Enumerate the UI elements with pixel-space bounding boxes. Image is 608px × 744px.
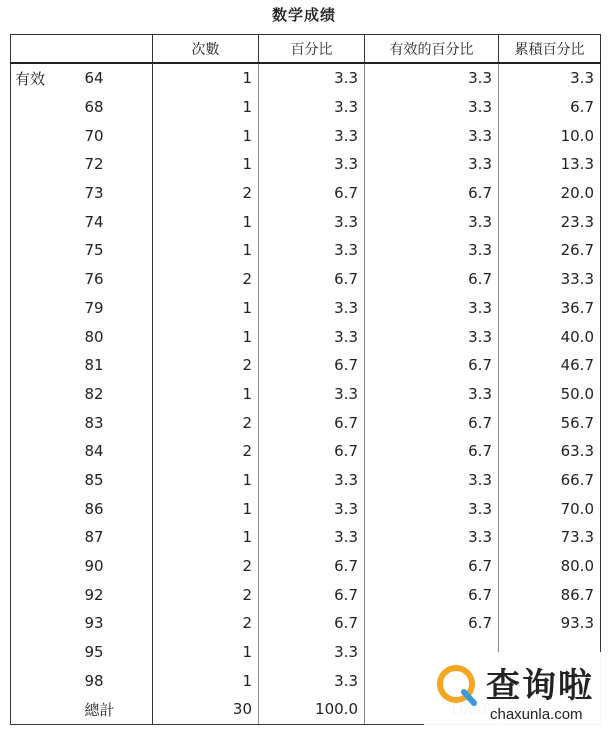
percent-cell: 6.7 (259, 179, 365, 208)
frequency-cell: 1 (153, 93, 259, 122)
score-cell: 81 (84, 356, 104, 375)
valid-percent-cell: 3.3 (365, 294, 499, 323)
cumulative-percent-cell: 66.7 (499, 466, 601, 495)
percent-header: 百分比 (259, 35, 365, 64)
valid-percent-cell: 3.3 (365, 466, 499, 495)
frequency-table (10, 34, 601, 725)
score-cell: 75 (84, 241, 104, 260)
frequency-cell: 2 (153, 437, 259, 466)
score-cell: 98 (84, 671, 104, 690)
valid-percent-header: 有效的百分比 (365, 35, 499, 64)
table-row (11, 552, 601, 581)
frequency-cell: 2 (153, 609, 259, 638)
magnifier-q-icon (434, 662, 480, 708)
valid-percent-cell: 6.7 (365, 609, 499, 638)
total-label: 總計 (81, 695, 153, 724)
valid-percent-cell: 6.7 (365, 265, 499, 294)
cumulative-percent-cell: 20.0 (499, 179, 601, 208)
valid-percent-cell: 6.7 (365, 408, 499, 437)
percent-cell: 3.3 (259, 93, 365, 122)
table-row (11, 380, 601, 409)
table-row (11, 179, 601, 208)
valid-percent-cell: 3.3 (365, 322, 499, 351)
row-group-cell (11, 408, 81, 437)
percent-cell: 3.3 (259, 380, 365, 409)
valid-percent-cell: 3.3 (365, 523, 499, 552)
score-cell: 93 (84, 614, 104, 633)
row-group-cell (11, 466, 81, 495)
cumulative-percent-cell: 70.0 (499, 494, 601, 523)
percent-cell: 6.7 (259, 609, 365, 638)
cumulative-percent-cell: 23.3 (499, 207, 601, 236)
watermark-logo (424, 652, 608, 744)
score-cell: 82 (84, 384, 104, 403)
frequency-cell: 1 (153, 380, 259, 409)
frequency-cell: 2 (153, 265, 259, 294)
header-row (11, 35, 601, 64)
table-row (11, 609, 601, 638)
row-group-cell (11, 179, 81, 208)
watermark-name: 查询啦 (486, 666, 594, 706)
score-cell: 64 (84, 69, 104, 88)
row-group-cell (11, 351, 81, 380)
valid-percent-cell: 3.3 (365, 63, 499, 93)
percent-cell: 3.3 (259, 150, 365, 179)
score-cell: 79 (84, 298, 104, 317)
score-cell: 84 (84, 442, 104, 461)
row-group-cell (11, 666, 81, 695)
cumulative-percent-cell: 46.7 (499, 351, 601, 380)
percent-cell: 6.7 (259, 351, 365, 380)
table-row (11, 494, 601, 523)
valid-percent-cell: 3.3 (365, 380, 499, 409)
table-row (11, 265, 601, 294)
score-cell: 83 (84, 413, 104, 432)
row-group-cell (11, 580, 81, 609)
frequency-header: 次數 (153, 35, 259, 64)
watermark-domain: chaxunla.com (490, 706, 583, 723)
frequency-cell: 1 (153, 322, 259, 351)
frequency-cell: 1 (153, 236, 259, 265)
score-cell: 80 (84, 327, 104, 346)
percent-cell: 3.3 (259, 322, 365, 351)
percent-cell: 3.3 (259, 294, 365, 323)
frequency-cell: 2 (153, 351, 259, 380)
frequency-cell: 1 (153, 466, 259, 495)
cumulative-percent-cell: 86.7 (499, 580, 601, 609)
cumulative-percent-cell: 10.0 (499, 121, 601, 150)
row-group-cell (11, 609, 81, 638)
percent-cell: 6.7 (259, 437, 365, 466)
score-cell: 72 (84, 155, 104, 174)
valid-percent-cell: 3.3 (365, 93, 499, 122)
valid-percent-cell: 3.3 (365, 207, 499, 236)
table-row (11, 121, 601, 150)
cumulative-percent-cell: 26.7 (499, 236, 601, 265)
score-cell: 86 (84, 499, 104, 518)
percent-cell: 6.7 (259, 580, 365, 609)
total-frequency-cell: 30 (153, 695, 259, 724)
percent-cell: 3.3 (259, 666, 365, 695)
valid-percent-cell: 6.7 (365, 351, 499, 380)
row-group-cell (11, 638, 81, 667)
frequency-cell: 2 (153, 408, 259, 437)
row-group-cell (11, 294, 81, 323)
valid-percent-cell: 3.3 (365, 150, 499, 179)
row-group-cell (11, 236, 81, 265)
frequency-cell: 1 (153, 523, 259, 552)
table-row (11, 523, 601, 552)
row-group-cell (11, 695, 81, 724)
table-row (11, 322, 601, 351)
percent-cell: 3.3 (259, 236, 365, 265)
score-cell: 73 (84, 184, 104, 203)
table-row (11, 466, 601, 495)
cumulative-percent-cell: 56.7 (499, 408, 601, 437)
frequency-cell: 2 (153, 179, 259, 208)
row-group-cell (11, 322, 81, 351)
valid-percent-cell: 3.3 (365, 236, 499, 265)
valid-percent-cell: 6.7 (365, 179, 499, 208)
score-cell: 92 (84, 585, 104, 604)
table-title: 数学成绩 (271, 6, 336, 24)
row-group-cell (11, 93, 81, 122)
score-cell: 74 (84, 212, 104, 231)
cumulative-percent-cell: 33.3 (499, 265, 601, 294)
percent-cell: 3.3 (259, 121, 365, 150)
percent-cell: 6.7 (259, 265, 365, 294)
score-cell: 76 (84, 270, 104, 289)
total-percent-cell: 100.0 (259, 695, 365, 724)
table-row (11, 236, 601, 265)
percent-cell: 3.3 (259, 523, 365, 552)
table-row (11, 93, 601, 122)
cumulative-percent-cell: 40.0 (499, 322, 601, 351)
frequency-cell: 1 (153, 294, 259, 323)
table-row (11, 580, 601, 609)
row-group-cell (11, 207, 81, 236)
frequency-cell: 2 (153, 552, 259, 581)
corner-header (11, 35, 153, 64)
percent-cell: 6.7 (259, 408, 365, 437)
score-cell: 68 (84, 98, 104, 117)
cumulative-percent-cell: 93.3 (499, 609, 601, 638)
row-group-cell (11, 121, 81, 150)
valid-percent-cell: 6.7 (365, 552, 499, 581)
cumulative-percent-cell: 73.3 (499, 523, 601, 552)
cumulative-percent-cell: 6.7 (499, 93, 601, 122)
score-cell: 90 (84, 557, 104, 576)
percent-cell: 3.3 (259, 207, 365, 236)
percent-cell: 3.3 (259, 466, 365, 495)
score-cell: 95 (84, 643, 104, 662)
row-group-cell (11, 494, 81, 523)
row-group-cell (11, 380, 81, 409)
row-group-cell (11, 437, 81, 466)
frequency-cell: 1 (153, 150, 259, 179)
table-row (11, 294, 601, 323)
row-group-cell (11, 523, 81, 552)
cumulative-percent-cell: 13.3 (499, 150, 601, 179)
score-cell: 70 (84, 126, 104, 145)
cumulative-percent-cell: 36.7 (499, 294, 601, 323)
table-row (11, 63, 601, 93)
valid-percent-cell: 6.7 (365, 580, 499, 609)
row-group-cell (11, 150, 81, 179)
frequency-cell: 1 (153, 63, 259, 93)
frequency-cell: 1 (153, 638, 259, 667)
percent-cell: 3.3 (259, 638, 365, 667)
valid-percent-cell: 6.7 (365, 437, 499, 466)
score-cell: 87 (84, 528, 104, 547)
cumulative-percent-cell: 3.3 (499, 63, 601, 93)
valid-label: 有效 (11, 63, 81, 93)
valid-percent-cell: 3.3 (365, 121, 499, 150)
cumulative-percent-cell: 50.0 (499, 380, 601, 409)
row-group-cell (11, 265, 81, 294)
table-row (11, 408, 601, 437)
cumulative-percent-cell: 80.0 (499, 552, 601, 581)
table-body (11, 63, 601, 724)
frequency-cell: 1 (153, 494, 259, 523)
percent-cell: 3.3 (259, 63, 365, 93)
table-row (11, 207, 601, 236)
frequency-cell: 1 (153, 121, 259, 150)
percent-cell: 6.7 (259, 552, 365, 581)
frequency-cell: 1 (153, 666, 259, 695)
cumulative-percent-header: 累積百分比 (499, 35, 601, 64)
table-row (11, 437, 601, 466)
percent-cell: 3.3 (259, 494, 365, 523)
frequency-cell: 1 (153, 207, 259, 236)
table-row (11, 351, 601, 380)
table-row (11, 150, 601, 179)
score-cell: 85 (84, 470, 104, 489)
frequency-cell: 2 (153, 580, 259, 609)
cumulative-percent-cell: 63.3 (499, 437, 601, 466)
row-group-cell (11, 552, 81, 581)
valid-percent-cell: 3.3 (365, 494, 499, 523)
